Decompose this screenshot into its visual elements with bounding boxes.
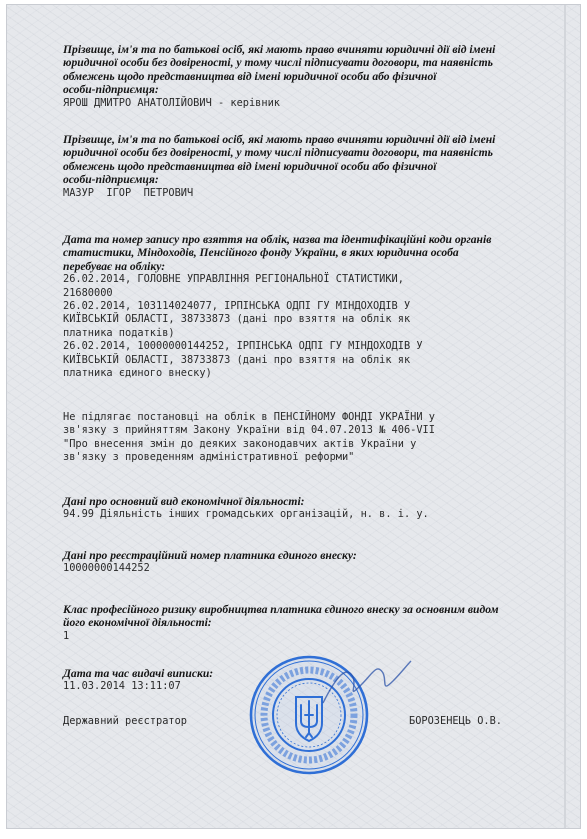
section-value: 11.03.2014 13:11:07 [63,680,181,693]
section-economic-activity [63,495,533,522]
page-edge-rule [564,5,566,828]
section-heading: Дані про реєстраційний номер платника єдиного внеску: [63,549,357,562]
section-registration-records [63,233,533,380]
section-value: 94.99 Діяльність інших громадських організацій, н. в. і. у. [63,508,429,521]
section-signatory-2 [63,133,533,200]
section-value: МАЗУР ІГОР ПЕТРОВИЧ [63,186,194,199]
section-pension-fund-note [63,411,533,465]
signature-icon [317,655,417,715]
section-heading: Прізвище, ім'я та по батькові осіб, які мають право вчиняти юридичні дії від імені юридичної особи без довіреності, у тому числі підписувати договори, та наявність обмежень щодо представництва від імені юридичної особи або фізичної особи-підприємця: [63,43,496,97]
section-value: 10000000144252 [63,562,150,575]
registrar-name: БОРОЗЕНЕЦЬ О.В. [409,715,502,727]
section-risk-class [63,603,533,643]
section-value: 1 [63,629,70,642]
section-contributor-number [63,549,533,576]
registrar-label: Державний реєстратор [63,715,187,727]
section-heading: Дата та час видачі виписки: [63,667,214,680]
section-signatory-1 [63,43,533,110]
document-page [6,4,581,829]
section-value: Не підлягає постановці на облік в ПЕНСІЙНОМУ ФОНДІ УКРАЇНИ у зв'язку з прийняттям Закону України від 04.07.2013 № 406-VII "Про внесення змін до деяких законодавчих актів України у зв'язку з проведенням адміністративної реформи" [63,411,435,464]
section-value: ЯРОШ ДМИТРО АНАТОЛІЙОВИЧ - керівник [63,96,280,109]
section-heading: Дані про основний вид економічної діяльності: [63,495,305,508]
section-heading: Клас професійного ризику виробництва платника єдиного внеску за основним видом його економічної діяльності: [63,603,499,630]
section-heading: Прізвище, ім'я та по батькові осіб, які мають право вчиняти юридичні дії від імені юридичної особи без довіреності, у тому числі підписувати договори, та наявність обмежень щодо представництва від імені юридичної особи або фізичної особи-підприємця: [63,133,496,187]
section-heading: Дата та номер запису про взяття на облік, назва та ідентифікаційні коди органів статистики, Міндоходів, Пенсійного фонду України, в яких юридична особа перебуває на обліку: [63,233,492,273]
section-value: 26.02.2014, ГОЛОВНЕ УПРАВЛІННЯ РЕГІОНАЛЬНОЇ СТАТИСТИКИ, 21680000 26.02.2014, 103114024077, ІРПІНСЬКА ОДПІ ГУ МІНДОХОДІВ У КИЇВСЬКІЙ ОБЛАСТІ, 38733873 (дані про взяття на облік як платника податків) 26.02.2014, 10000000144252, ІРПІНСЬКА ОДПІ ГУ МІНДОХОДІВ У КИЇВСЬКІЙ ОБЛАСТІ, 38733873 (дані про взяття на облік як платника єдиного внеску) [63,273,423,380]
